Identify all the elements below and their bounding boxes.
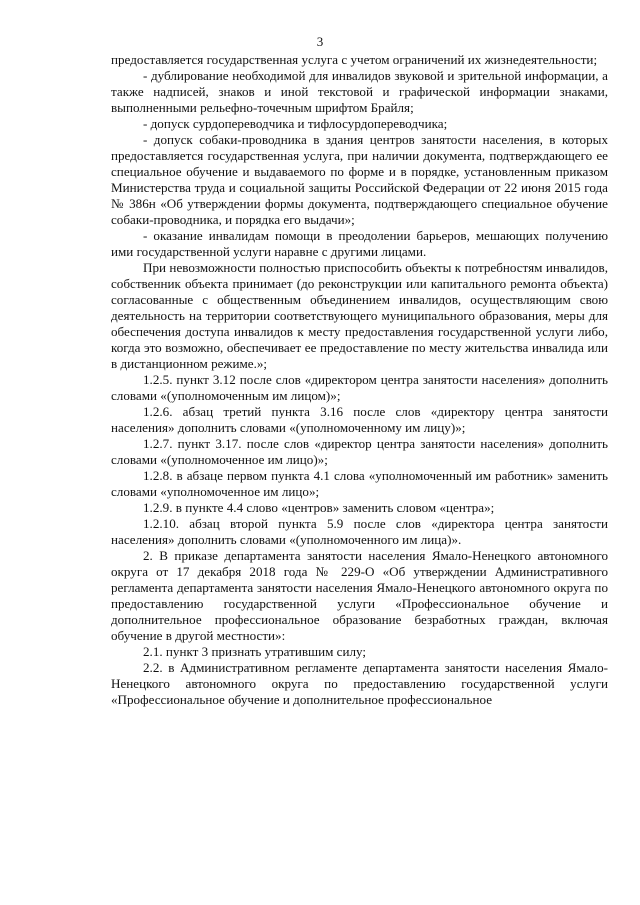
paragraph-barrier-assistance: - оказание инвалидам помощи в преодолении барьеров, мешающих получению ими государственной услуги наравне с другими лицами. bbox=[111, 228, 608, 259]
paragraph-continuation: предоставляется государственная услуга с учетом ограничений их жизнедеятельности; bbox=[111, 52, 598, 67]
paragraph-2-1: 2.1. пункт 3 признать утратившим силу; bbox=[143, 644, 367, 659]
paragraph-braille-duplication: - дублирование необходимой для инвалидов звуковой и зрительной информации, а также надписей, знаков и иной текстовой и графической информации знаками, выполненными рельефно-точечным шрифтом Брайля; bbox=[111, 68, 608, 115]
paragraph-1-2-9: 1.2.9. в пункте 4.4 слово «центров» заменить словом «центра»; bbox=[143, 500, 495, 515]
paragraph-guide-dog: - допуск собаки-проводника в здания центров занятости населения, в которых предоставляется государственная услуга, при наличии документа, подтверждающего ее специальное обучение и выдаваемого по форме и в порядке, установленным приказом Министерства труда и социальной защиты Российской Федерации от 22 июня 2015 года № 386н «Об утверждении формы документа, подтверждающего специальное обучение собаки-проводника, и порядка его выдачи»; bbox=[111, 132, 608, 227]
page-number: 3 bbox=[316, 34, 324, 49]
paragraph-1-2-10: 1.2.10. абзац второй пункта 5.9 после слов «директора центра занятости населения» дополнить словами «(уполномоченного им лица)». bbox=[111, 516, 608, 547]
paragraph-1-2-6: 1.2.6. абзац третий пункта 3.16 после слов «директору центра занятости населения» дополнить словами «(уполномоченному им лицу)»; bbox=[111, 404, 608, 435]
paragraph-2-2: 2.2. в Административном регламенте департамента занятости населения Ямало-Ненецкого автономного округа по предоставлению государственной услуги «Профессиональное обучение и дополнительное профессиональное bbox=[111, 660, 608, 707]
document-body bbox=[111, 52, 608, 708]
paragraph-1-2-7: 1.2.7. пункт 3.17. после слов «директор центра занятости населения» дополнить словами «(уполномоченное им лицо)»; bbox=[111, 436, 608, 467]
paragraph-1-2-5: 1.2.5. пункт 3.12 после слов «директором центра занятости населения» дополнить словами «(уполномоченным им лицом)»; bbox=[111, 372, 608, 403]
paragraph-sign-interpreter: - допуск сурдопереводчика и тифлосурдопереводчика; bbox=[143, 116, 448, 131]
paragraph-1-2-8: 1.2.8. в абзаце первом пункта 4.1 слова «уполномоченный им работник» заменить словами «уполномоченное им лицо»; bbox=[111, 468, 608, 499]
paragraph-accessibility-measures: При невозможности полностью приспособить объекты к потребностям инвалидов, собственник объекта принимает (до реконструкции или капитального ремонта объекта) согласованные с общественным объединением инвалидов, осуществляющим свою деятельность на территории соответствующего муниципального образования, меры для обеспечения доступа инвалидов к месту предоставления государственной услуги либо, когда это возможно, обеспечивает ее предоставление по месту жительства инвалида или в дистанционном режиме.»; bbox=[111, 260, 608, 371]
paragraph-2-order: 2. В приказе департамента занятости населения Ямало-Ненецкого автономного округа от 17 декабря 2018 года № 229-О «Об утверждении Административного регламента департамента занятости населения Ямало-Ненецкого автономного округа по предоставлению государственной услуги «Профессиональное обучение и дополнительное профессиональное образование безработных граждан, включая обучение в другой местности»: bbox=[111, 548, 608, 643]
